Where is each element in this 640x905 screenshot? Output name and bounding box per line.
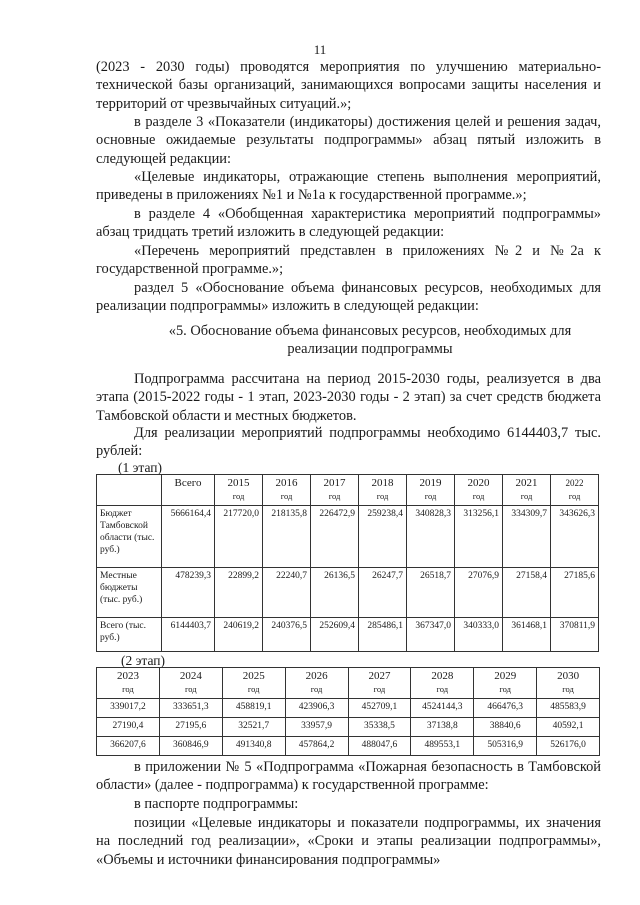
year-cell: 2026 <box>305 670 328 682</box>
year-cell: 2015 <box>227 477 250 489</box>
paragraph: «Целевые индикаторы, отражающие степень выполнения мероприятий, приведены в приложениях №1 и №1а к государственной программе.»; <box>96 169 601 204</box>
table-header-row: 2023 год 2024 год 2025 год 2026 год 2027 год 2028 год 2029 год 2030 год <box>97 668 600 699</box>
table-row: 366207,6 360846,9 491340,8 457864,2 488047,6 489553,1 505316,9 526176,0 <box>97 737 600 756</box>
year-cell: 2030 <box>557 670 580 682</box>
stage1-table <box>96 474 599 652</box>
stage2-table <box>96 667 600 756</box>
total-header: Всего <box>162 475 215 506</box>
year-cell: 2024 <box>179 670 202 682</box>
paragraph: в разделе 3 «Показатели (индикаторы) достижения целей и решения задач, основные ожидаемые результаты подпрограммы» абзац пятый изложить в следующей редакции: <box>96 114 601 167</box>
paragraph: раздел 5 «Обоснование объема финансовых ресурсов, необходимых для реализации подпрограммы» изложить в следующей редакции: <box>96 280 601 315</box>
year-cell: 2023 <box>116 670 139 682</box>
year-cell: 2019 <box>419 477 442 489</box>
year-cell: 2017 <box>323 477 346 489</box>
paragraph: позиции «Целевые индикаторы и показатели подпрограммы, их значения на последний год реализации», «Сроки и этапы реализации подпрограммы», «Объемы и источники финансирования подпрограммы» <box>96 815 601 868</box>
year-cell: 2020 <box>467 477 490 489</box>
section-heading: «5. Обоснование объема финансовых ресурсов, необходимых для реализации подпрограммы <box>168 323 572 358</box>
year-cell: 2028 <box>431 670 454 682</box>
table-row: Местные бюджеты (тыс. руб.) 478239,3 22899,2 22240,7 26136,5 26247,7 26518,7 27076,9 27158,4 27185,6 <box>97 568 599 618</box>
paragraph: «Перечень мероприятий представлен в приложениях №2 и №2а к государственной программе.»; <box>96 243 601 278</box>
stage2-label: (2 этап) <box>121 653 166 668</box>
table-row: Бюджет Тамбовской области (тыс. руб.) 5666164,4 217720,0 218135,8 226472,9 259238,4 340828,3 313256,1 334309,7 343626,3 <box>97 506 599 568</box>
table-row: 27190,4 27195,6 32521,7 33957,9 35338,5 37138,8 38840,6 40592,1 <box>97 718 600 737</box>
year-cell: 2029 <box>494 670 517 682</box>
paragraph: в паспорте подпрограммы: <box>134 796 299 812</box>
year-cell: 2016 <box>275 477 298 489</box>
year-cell: 2025 <box>242 670 265 682</box>
paragraph: Подпрограмма рассчитана на период 2015-2030 годы, реализуется в два этапа (2015-2022 годы - 1 этап, 2023-2030 годы - 2 этап) за счет средств бюджета Тамбовской области и местных бюджетов. <box>96 371 601 424</box>
paragraph: Для реализации мероприятий подпрограммы необходимо 6144403,7 тыс. рублей: <box>96 425 601 460</box>
year-cell: 2021 <box>515 477 538 489</box>
year-cell: 2027 <box>368 670 391 682</box>
year-cell: 2022 <box>565 478 584 488</box>
table-header-row: Всего 2015 год 2016 год 2017 год 2018 год 2019 год 2020 год 2021 год 2022 год <box>97 475 599 506</box>
paragraph: (2023 - 2030 годы) проводятся мероприятия по улучшению материально-технической базы организаций, занимающихся вопросами защиты населения и территорий от чрезвычайных ситуаций.»; <box>96 59 601 112</box>
table-row: Всего (тыс. руб.) 6144403,7 240619,2 240376,5 252609,4 285486,1 367347,0 340333,0 361468,1 370811,9 <box>97 618 599 652</box>
paragraph: в приложении № 5 «Подпрограмма «Пожарная безопасность в Тамбовской области» (далее - подпрограмма) к государственной программе: <box>96 759 601 794</box>
page-number: 11 <box>313 42 327 57</box>
year-cell: 2018 <box>371 477 394 489</box>
stage1-label: (1 этап) <box>118 460 163 475</box>
paragraph: в разделе 4 «Обобщенная характеристика мероприятий подпрограммы» абзац тридцать третий изложить в следующей редакции: <box>96 206 601 241</box>
table-row: 339017,2 333651,3 458819,1 423906,3 452709,1 4524144,3 466476,3 485583,9 <box>97 699 600 718</box>
